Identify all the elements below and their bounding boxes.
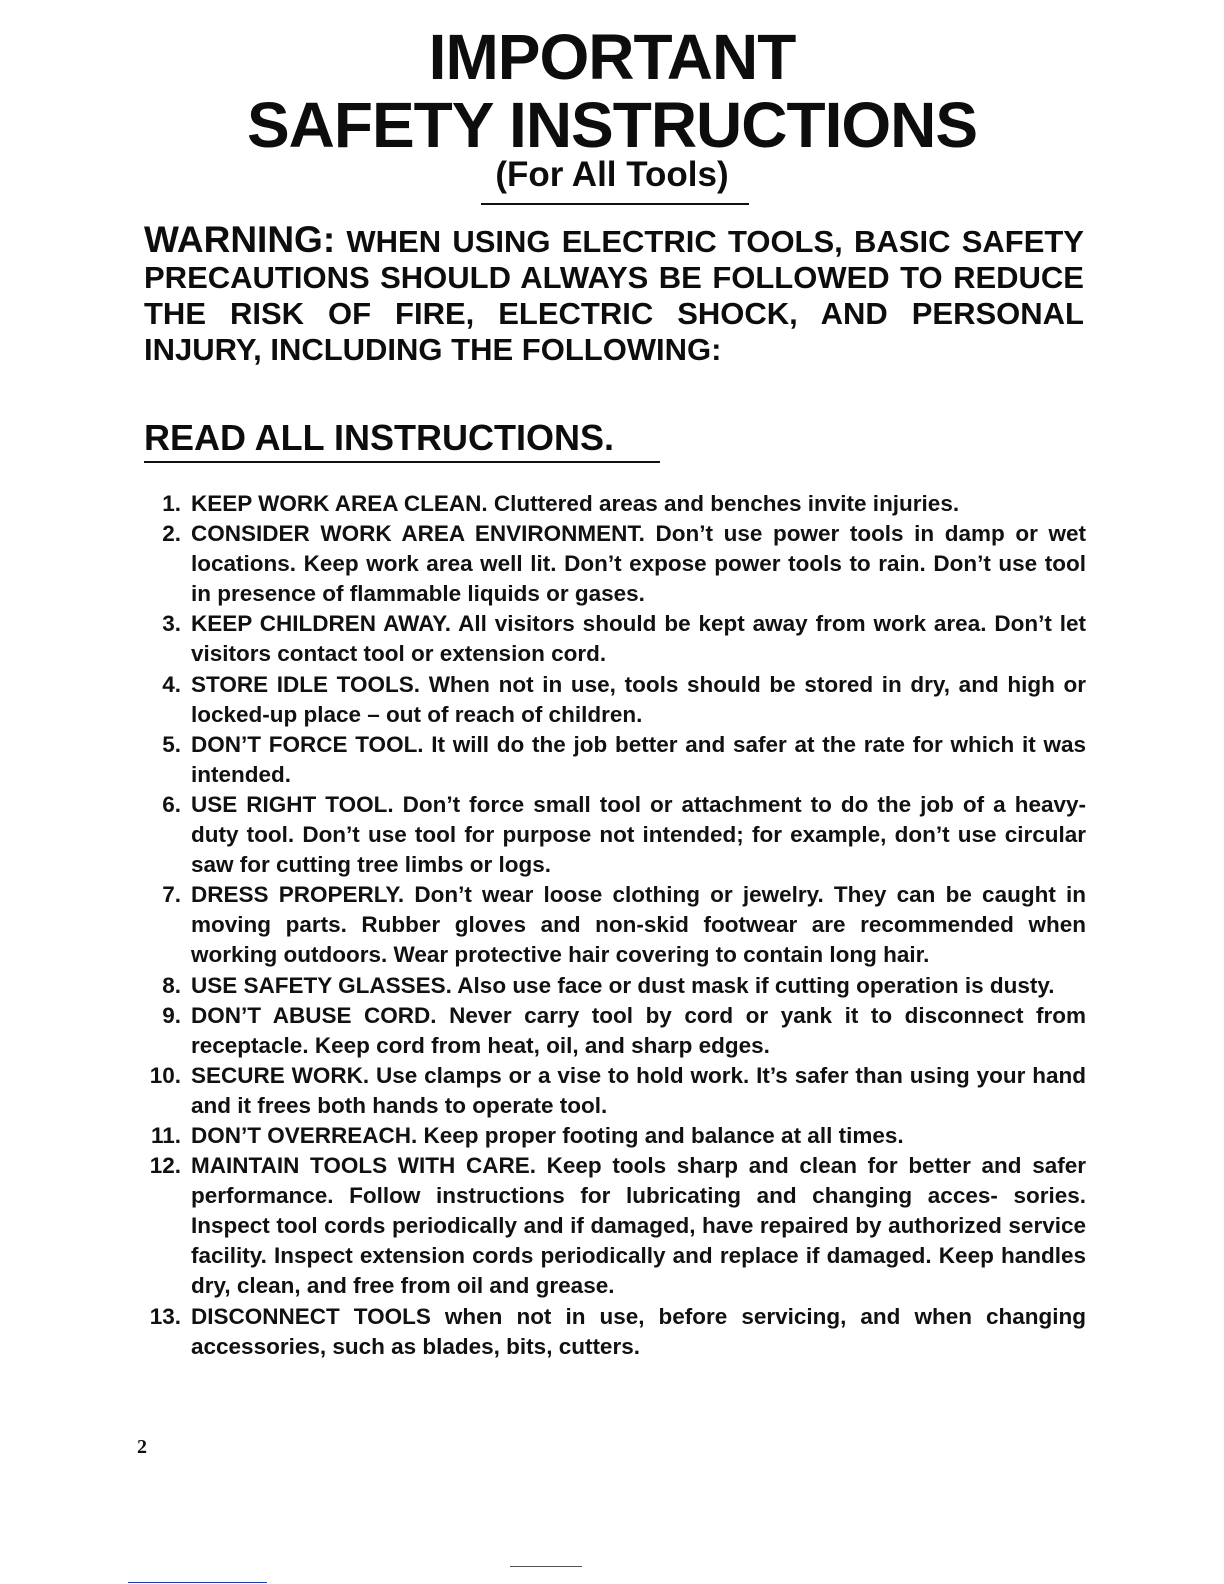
item-text: MAINTAIN TOOLS WITH CARE. Keep tools sharp and clean for better and safer performance. Follow instructions for lubricating and changing acces- sories. Inspect tool cords periodically and if damaged, have repaired by authorized service facility. Inspect extension cords periodically and replace if damaged. Keep handles dry, clean, and free from oil and grease.: [191, 1153, 1086, 1299]
item-number: 2.: [162, 521, 181, 547]
scan-artifact-line: [510, 1566, 582, 1567]
item-number: 8.: [162, 972, 181, 998]
list-item: [140, 730, 1086, 790]
item-number: 6.: [162, 791, 181, 817]
item-text: SECURE WORK. Use clamps or a vise to hold work. It’s safer than using your hand and it frees both hands to operate tool.: [191, 1062, 1086, 1118]
item-text: DISCONNECT TOOLS when not in use, before servicing, and when changing accessories, such as blades, bits, cutters.: [191, 1303, 1086, 1359]
page-number: 2: [137, 1436, 147, 1458]
item-text: STORE IDLE TOOLS. When not in use, tools should be stored in dry, and high or locked-up place – out of reach of children.: [191, 671, 1086, 727]
item-text: KEEP CHILDREN AWAY. All visitors should be kept away from work area. Don’t let visitors contact tool or extension cord.: [191, 611, 1086, 667]
list-item: [140, 489, 1086, 519]
section-heading-underline: [144, 461, 660, 463]
list-item: [140, 880, 1086, 970]
item-text: DRESS PROPERLY. Don’t wear loose clothing or jewelry. They can be caught in moving parts. Rubber gloves and non-skid footwear are recommended when working outdoors. Wear protective hair covering to contain long hair.: [191, 882, 1086, 968]
section-heading: READ ALL INSTRUCTIONS.: [144, 417, 615, 458]
list-item: [140, 1121, 1086, 1151]
instruction-list: [140, 489, 1086, 1362]
item-text: DON’T FORCE TOOL. It will do the job better and safer at the rate for which it was intended.: [191, 731, 1086, 787]
item-text: DON’T ABUSE CORD. Never carry tool by cord or yank it to disconnect from receptacle. Keep cord from heat, oil, and sharp edges.: [191, 1002, 1086, 1058]
item-number: 4.: [162, 671, 181, 697]
warning-block: [144, 219, 1084, 368]
item-number: 5.: [162, 731, 181, 757]
list-item: [140, 971, 1086, 1001]
item-text: KEEP WORK AREA CLEAN. Cluttered areas and benches invite injuries.: [191, 491, 960, 516]
list-item: [140, 670, 1086, 730]
item-number: 7.: [162, 882, 181, 908]
item-number: 1.: [162, 491, 181, 516]
list-item: [140, 790, 1086, 880]
item-number: 11.: [150, 1122, 181, 1148]
subtitle: (For All Tools): [495, 155, 729, 194]
list-item: [140, 1151, 1086, 1301]
item-number: 9.: [162, 1002, 181, 1028]
item-text: DON’T OVERREACH. Keep proper footing and balance at all times.: [191, 1122, 904, 1148]
title-line-safety-instructions: SAFETY INSTRUCTIONS: [246, 89, 978, 161]
warning-text: WHEN USING ELECTRIC TOOLS, BASIC SAFETY PRECAUTIONS SHOULD ALWAYS BE FOLLOWED TO REDUCE THE RISK OF FIRE, ELECTRIC SHOCK, AND PERSONAL INJURY, INCLUDING THE FOLLOWING:: [144, 224, 1084, 367]
item-number: 12.: [149, 1153, 181, 1179]
item-number: 10.: [149, 1062, 181, 1088]
list-item: [140, 1001, 1086, 1061]
list-item: [140, 1302, 1086, 1362]
list-item: [140, 1061, 1086, 1121]
item-text: USE SAFETY GLASSES. Also use face or dust mask if cutting operation is dusty.: [191, 972, 1055, 998]
warning-label: WARNING:: [144, 219, 336, 260]
item-number: 13.: [149, 1303, 181, 1329]
title-line-important: IMPORTANT: [428, 21, 796, 93]
list-item: [140, 519, 1086, 609]
footer-rule: [128, 1582, 267, 1583]
subtitle-underline: [481, 203, 749, 205]
item-number: 3.: [162, 611, 181, 637]
list-item: [140, 609, 1086, 669]
item-text: USE RIGHT TOOL. Don’t force small tool or attachment to do the job of a heavy-duty tool. Don’t use tool for purpose not intended; for example, don’t use circular saw for cutting tree limbs or logs.: [191, 791, 1086, 878]
item-text: CONSIDER WORK AREA ENVIRONMENT. Don’t use power tools in damp or wet locations. Keep work area well lit. Don’t expose power tools to rain. Don’t use tool in presence of flammable liquids or gases.: [191, 521, 1086, 607]
